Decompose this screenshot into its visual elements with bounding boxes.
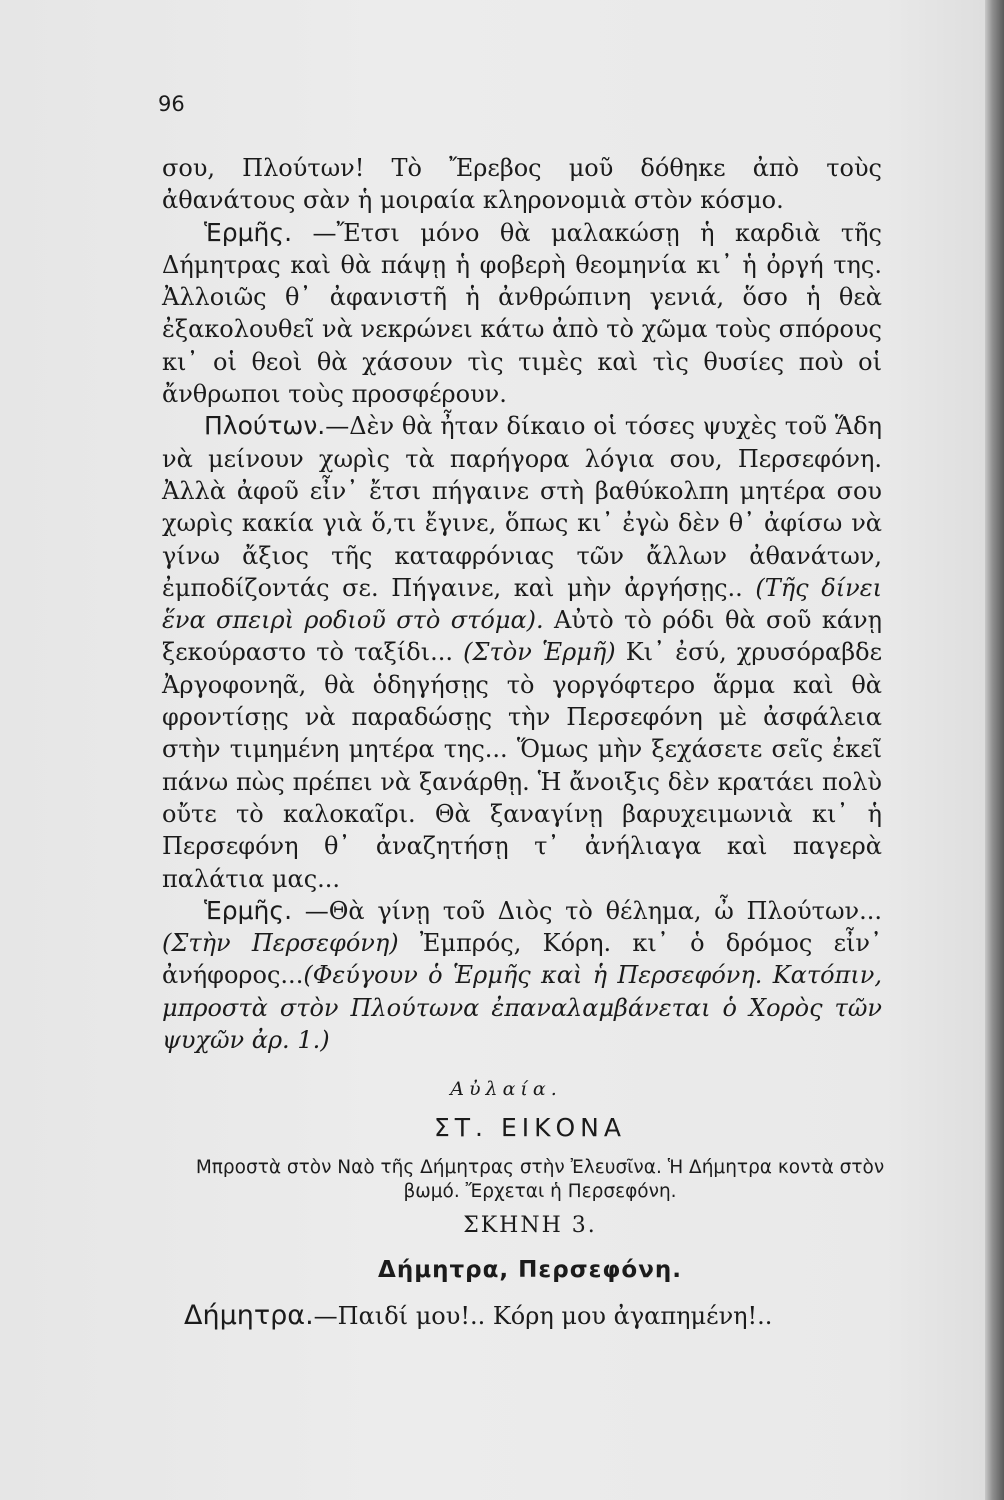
speech-text: Κι᾿ ἐσύ, χρυσόραβδε Ἀργοφονηᾶ, θὰ ὁδηγήσῃς τὸ γοργόφτερο ἅρμα καὶ θὰ φροντίσῃς νὰ παραδώσῃς τὴν Περσεφόνη μὲ ἀσφάλεια στὴν τιμημένη μητέρα της... Ὅμως μὴν ξεχάσετε σεῖς ἐκεῖ πάνω πὼς πρέπει νὰ ξανάρθῃ. Ἡ ἄνοιξις δὲν κρατάει πολὺ οὔτε τὸ καλοκαῖρι. Θὰ ξαναγίνῃ βαρυχειμωνιὰ κι᾿ ἡ Περσεφόνη θ᾿ ἀναζητήσῃ τ᾿ ἀνήλιαγα καὶ παγερὰ παλάτια μας... (162, 638, 882, 893)
body-text (162, 152, 882, 1056)
scene-heading: ΣΚΗΝΗ 3. (463, 1213, 597, 1238)
stage-direction: (Στὸν Ἑρμῆ) (463, 638, 616, 667)
speaker-hermes: Ἑρμῆς. (204, 217, 293, 247)
speech-text: Αὐτὸ τὸ ρόδι θὰ σοῦ κάνῃ ξεκούραστο τὸ ταξίδι... (162, 606, 882, 667)
speech-text: —Θὰ γίνῃ τοῦ Διὸς τὸ θέλημα, ὦ Πλούτων... (292, 896, 882, 925)
scene-characters: Δήμητρα, Περσεφόνη. (378, 1257, 682, 1283)
paragraph-dimitra (184, 1300, 904, 1331)
paragraph-continuation: σου, Πλούτων! Τὸ Ἔρεβος μοῦ δόθηκε ἀπὸ τοὺς ἀθανάτους σὰν ἡ μοιραία κληρονομιὰ στὸν κόσμο. (162, 154, 882, 215)
speaker-hermes: Ἑρμῆς. (204, 895, 293, 925)
speech-text: —Ἔτσι μόνο θὰ μαλακώσῃ ἡ καρδιὰ τῆς Δήμητρας καὶ θὰ πάψῃ ἡ φοβερὴ θεομηνία κι᾿ ἡ ὀργή της. Ἀλλοιῶς θ᾿ ἀφανιστῆ ἡ ἀνθρώπινη γενιά, ὅσο ἡ θεὰ ἐξακολουθεῖ νὰ νεκρώνει κάτω ἀπὸ τὸ χῶμα τοὺς σπόρους κι᾿ οἱ θεοὶ θὰ χάσουν τὶς τιμὲς καὶ τὶς θυσίες ποὺ οἱ ἄνθρωποι τοὺς προσφέρουν. (162, 218, 882, 409)
curtain-note: Αὐλαία. (450, 1078, 562, 1100)
speaker-plouton: Πλούτων. (204, 411, 326, 441)
paragraph-hermes-2 (162, 895, 882, 1056)
speaker-dimitra: Δήμητρα. (184, 1300, 314, 1331)
stage-direction: (Στὴν Περσεφόνη) (162, 929, 399, 958)
stage-direction: (Φεύγουν ὁ Ἑρμῆς καὶ ἡ Περσεφόνη. Κατόπιν, μπροστὰ στὸν Πλούτωνα ἐπαναλαμβάνεται ὁ Χορὸς τῶν ψυχῶν ἀρ. 1.) (162, 961, 882, 1055)
stage-direction: (Τῆς δίνει ἕνα σπειρὶ ροδιοῦ στὸ στόμα). (162, 573, 882, 635)
paragraph-plouton (162, 410, 882, 894)
paragraph-hermes-1 (162, 217, 882, 411)
speech-text: —Παιδί μου!.. Κόρη μου ἀγαπημένη!.. (313, 1302, 773, 1330)
book-spine-shadow (985, 0, 1004, 1500)
speech-text: Ἐμπρός, Κόρη. κι᾿ ὁ δρόμος εἶν᾿ ἀνήφορος... (162, 929, 882, 990)
section-title: ΣΤ. ΕΙΚΟΝΑ (433, 1113, 626, 1142)
scene-setting: Μπροστὰ στὸν Ναὸ τῆς Δήμητρας στὴν Ἐλευσῖνα. Ἡ Δήμητρα κοντὰ στὸν βωμό. Ἔρχεται ἡ Περσεφόνη. (195, 1157, 885, 1202)
speech-text: —Δὲν θὰ ἦταν δίκαιο οἱ τόσες ψυχὲς τοῦ Ἅδη νὰ μείνουν χωρὶς τὰ παρήγορα λόγια σου, Περσεφόνη. Ἀλλὰ ἀφοῦ εἶν᾿ ἔτσι πήγαινε στὴ βαθύκολπη μητέρα σου χωρὶς κακία γιὰ ὅ,τι ἔγινε, ὅπως κι᾿ ἐγὼ δὲν θ᾿ ἀφίσω νὰ γίνω ἄξιος τῆς καταφρόνιας τῶν ἄλλων ἀθανάτων, ἐμποδίζοντάς σε. Πήγαινε, καὶ μὴν ἀργήσῃς.. (162, 412, 882, 602)
page-number: 96 (158, 92, 185, 116)
